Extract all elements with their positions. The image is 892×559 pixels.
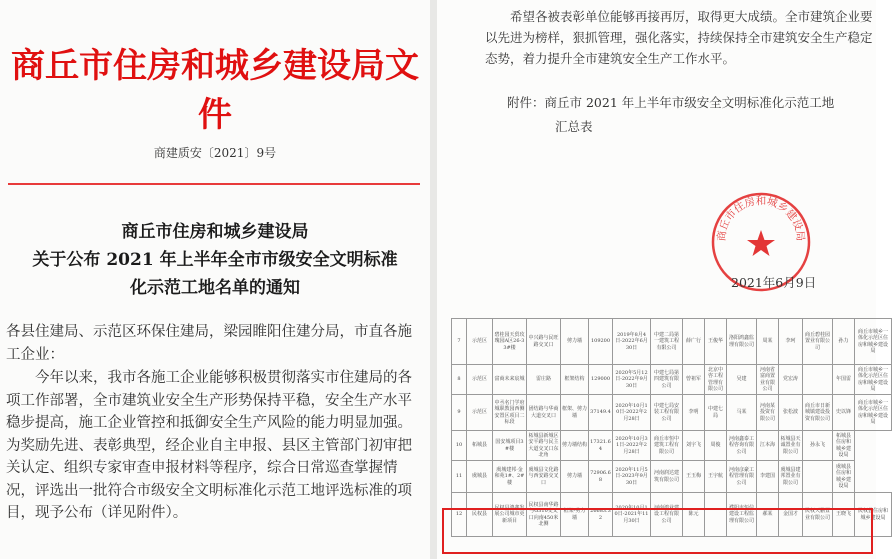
table-cell: 虞城县住房和城乡建设局 — [833, 461, 855, 493]
table-cell: 2020年11月5日-2023年9月30日 — [613, 461, 651, 493]
table-cell: 框架结构 — [561, 365, 589, 395]
left-page — [0, 0, 430, 559]
table-cell: 河南省富商置业有限公司 — [757, 365, 779, 395]
table-cell: 周某 — [757, 319, 779, 365]
table-cell: 王晓飞 — [833, 493, 855, 537]
table-cell: 国安城项目3#楼 — [493, 431, 527, 461]
table-cell: 剪力墙 — [561, 319, 589, 365]
table-cell: 柘城县新城区安平路与民主大道交叉口东北角 — [527, 431, 561, 461]
salutation: 各县住建局、示范区环保住建局，梁园睢阳住建分局，市直各施工企业： — [6, 324, 412, 363]
table-cell: 商丘市城乡一体化示范区住房和城乡建设局 — [855, 365, 892, 395]
table-cell: 河南某投资有限公司 — [757, 395, 779, 431]
table-cell: 中建七局 — [705, 395, 727, 431]
table-row — [452, 431, 892, 461]
table-cell: 商丘市城乡一体化示范区住房和城乡建设局 — [855, 319, 892, 365]
table-cell: 河南润达建筑有限公司 — [651, 461, 683, 493]
table-cell: 商丘市日新城镇建设投资有限公司 — [803, 395, 833, 431]
table-cell: 史以锋 — [833, 395, 855, 431]
table-cell: 37149.4 — [589, 395, 613, 431]
table-cell: 剪力墙 — [561, 461, 589, 493]
notice-title-line-3: 化示范工地名单的通知 — [130, 278, 300, 298]
table-cell: 柘城县 — [467, 431, 493, 461]
table-cell: 民权县南华路与G310交叉口向南450米北侧 — [527, 493, 561, 537]
table-cell: 雷庄路 — [527, 365, 561, 395]
seal-text: 商丘市住房和城乡建设局 — [715, 195, 807, 242]
table-cell: 7 — [452, 319, 467, 365]
table-cell: 河南彦豪工程管理有限公司 — [727, 461, 757, 493]
table-cell: 陈元 — [683, 493, 705, 537]
table-cell: 富商未来宸城 — [493, 365, 527, 395]
header-divider — [8, 183, 420, 185]
table-cell: 示范区 — [467, 319, 493, 365]
table-cell: 17321.64 — [589, 431, 613, 461]
table-cell: 民权天鹏置业有限公司 — [803, 493, 833, 537]
table-cell: 2020年10月10日-2022年2月28日 — [613, 395, 651, 431]
highlight-box — [442, 508, 873, 554]
table-cell: 周俊 — [705, 431, 727, 461]
table-cell: 虞城县 — [467, 461, 493, 493]
table-cell: 8 — [452, 365, 467, 395]
table-cell: 李珂 — [779, 319, 803, 365]
table-cell: 2020年10月10日-2021年11月30日 — [613, 493, 651, 537]
table-cell: 河南鸿业建设工程有限公司 — [651, 493, 683, 537]
table-cell: 129000 — [589, 365, 613, 395]
table-cell: 金国才 — [779, 493, 803, 537]
table-cell: 26683.32 — [589, 493, 613, 537]
table-cell: 10 — [452, 431, 467, 461]
table-row — [452, 461, 892, 493]
table-cell: 碧桂园天贸玫瑰园A区26-33#楼 — [493, 319, 527, 365]
table-cell: 2020年5月12日-2022年9月30日 — [613, 365, 651, 395]
table-cell: 中丞名门学府城职教园西侧安置区项目二标段 — [493, 395, 527, 431]
table-cell: 曾祖军 — [683, 365, 705, 395]
notice-title-line-1: 商丘市住房和城乡建设局 — [121, 222, 309, 242]
table-cell: 王玉梅 — [683, 461, 705, 493]
table-cell: 72906.68 — [589, 461, 613, 493]
table-cell: 11 — [452, 461, 467, 493]
table-cell — [803, 365, 833, 395]
summary-table — [451, 318, 892, 537]
table-cell: 马某 — [727, 395, 757, 431]
attachment-line-2: 汇总表 — [555, 119, 593, 134]
table-cell: 李建国 — [757, 461, 779, 493]
table-row — [452, 395, 892, 431]
table-cell: 民权县 — [467, 493, 493, 537]
table-cell: 商丘碧桂园置业有限公司 — [803, 319, 833, 365]
table-cell: 孙力 — [833, 319, 855, 365]
table-cell: 柘城县住房和城乡建设局 — [833, 431, 855, 461]
table-cell: 河南鑫泰工程咨询有限公司 — [727, 431, 757, 461]
table-cell: 王俊华 — [705, 319, 727, 365]
table-cell: 虞城建邦·金和苑1#、2#楼 — [493, 461, 527, 493]
table-cell: 剪力墙结构 — [561, 431, 589, 461]
table-cell: 中兴路与民旺路交叉口 — [527, 319, 561, 365]
table-cell: 中建七局安装工程有限公司 — [651, 395, 683, 431]
table-cell: 吴建 — [727, 365, 757, 395]
table-cell: 李明 — [683, 395, 705, 431]
table-cell: 109200 — [589, 319, 613, 365]
table-cell: 中建二局第一建筑工程有限公司 — [651, 319, 683, 365]
table-cell: 洛阳鸿鑫监理有限公司 — [727, 319, 757, 365]
table-cell: 9 — [452, 395, 467, 431]
table-cell: 党宏涛 — [779, 365, 803, 395]
table-cell: 年国雷 — [833, 365, 855, 395]
table-cell: 团结路与华商大道交叉口 — [527, 395, 561, 431]
table-cell: 江本海 — [757, 431, 779, 461]
table-cell: 北京中咨工程管理有限公司 — [705, 365, 727, 395]
table-cell: 虞城县建邦置业有限公司 — [779, 461, 803, 493]
table-cell: 商丘市城乡一体化示范区住房和城乡建设局 — [855, 395, 892, 431]
table-cell: 孙永飞 — [803, 431, 833, 461]
table-cell: 示范区 — [467, 395, 493, 431]
table-cell: 柘城县天诚置业有限公司 — [779, 431, 803, 461]
body-paragraph: 今年以来，我市各施工企业能够积极贯彻落实市住建局的各项工作部署，全市建筑业安全生产形势保持平稳，安全生产水平稳步提高，施工企业管控和抵御安全生产风险的能力明显加强。为奖励先进、表彰典型，经企业自主申报、县区主管部门初审把关认定、组织专家审查申报材料等程序，综合日常巡查掌握情况，评选出一批符合市级安全文明标准化示范工地评选标准的项目，现予公布（详见附件）。 — [6, 370, 412, 521]
table-cell: 薛广行 — [683, 319, 705, 365]
table-cell: 民权县住房和城乡建设局 — [855, 493, 892, 537]
right-page — [437, 0, 888, 559]
table-cell: 王宇航 — [705, 461, 727, 493]
table-cell: 框架-剪力墙 — [561, 493, 589, 537]
signature-date: 2021年6月9日 — [731, 275, 817, 290]
table-cell: 框架、剪力墙 — [561, 395, 589, 431]
table-cell — [803, 461, 833, 493]
table-cell: 2019年8月4日-2022年6月30日 — [613, 319, 651, 365]
document-header: 商丘市住房和城乡建设局文件 — [11, 46, 419, 135]
page-gutter — [430, 0, 437, 559]
closing-paragraph: 希望各被表彰单位能够再接再厉，取得更大成绩。全市建筑企业要以先进为榜样，狠抓管理，强化落实，持续保持全市建筑安全生产稳定态势，着力提升全市建筑安全生产工作水平。 — [485, 9, 873, 66]
table-cell: 刘宇飞 — [683, 431, 705, 461]
table-cell: 中建七局第四建筑有限公司 — [651, 365, 683, 395]
table-cell: 郝某 — [757, 493, 779, 537]
table-row — [452, 365, 892, 395]
notice-title-line-2: 关于公布 2021 年上半年全市市级安全文明标准 — [32, 250, 398, 270]
document-number: 商建质安〔2021〕9号 — [153, 146, 277, 160]
table-cell: 张松波 — [779, 395, 803, 431]
table-cell: 虞城县文化路与西安路交叉口 — [527, 461, 561, 493]
attachment-line-1: 附件：商丘市 2021 年上半年市级安全文明标准化示范工地 — [507, 95, 835, 110]
table-row — [452, 319, 892, 365]
table-cell: 12 — [452, 493, 467, 537]
table-cell: 濮阳市恒信建设工程监理有限公司 — [727, 493, 757, 537]
table-cell: 示范区 — [467, 365, 493, 395]
table-cell: 商丘市恒中建筑工程有限公司 — [651, 431, 683, 461]
table-cell: 2020年10月31日-2022年2月28日 — [613, 431, 651, 461]
table-cell: 民权县鸿鑫发展公司城市更新项目 — [493, 493, 527, 537]
